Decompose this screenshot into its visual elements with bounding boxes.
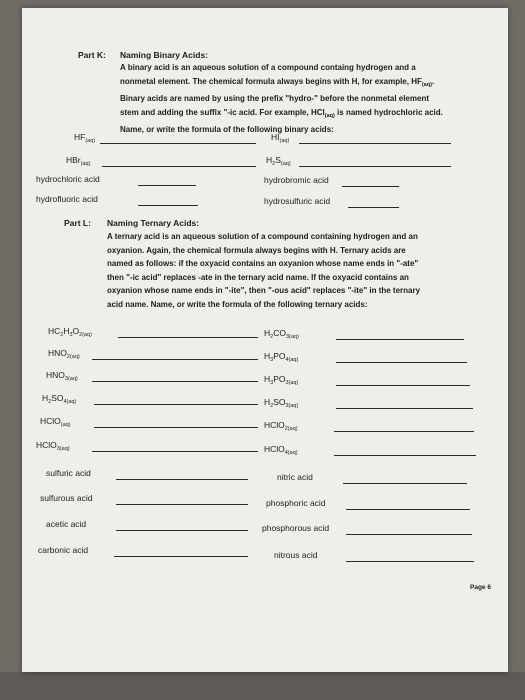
binary-formula-row xyxy=(66,155,256,167)
answer-blank[interactable] xyxy=(336,362,467,363)
answer-blank[interactable] xyxy=(92,359,258,360)
formula-h3po3: $H_3PO_{3(aq)}$ xyxy=(264,374,299,386)
answer-blank[interactable] xyxy=(116,530,248,531)
ternary-name-row xyxy=(277,472,467,484)
answer-blank[interactable] xyxy=(299,143,451,144)
ternary-formula-row xyxy=(48,348,258,360)
part-l-text-line: acid name. Name, or write the formula of the following ternary acids: xyxy=(107,299,368,309)
answer-blank[interactable] xyxy=(94,404,258,405)
binary-name-row xyxy=(36,174,196,186)
part-k-text-line: A binary acid is an aqueous solution of a compound containg hydrogen and a xyxy=(120,63,416,72)
part-k-label: Part K: xyxy=(78,50,106,60)
answer-blank[interactable] xyxy=(94,427,258,428)
formula-hclo3: HClO$_{3(aq)}$ xyxy=(36,440,70,452)
binary-formula-row xyxy=(266,155,451,167)
answer-blank[interactable] xyxy=(100,143,256,144)
name-hydrofluoric: hydrofluoric acid xyxy=(36,194,98,204)
formula-hclo: HClO$_{(aq)}$ xyxy=(40,416,71,428)
answer-blank[interactable] xyxy=(299,166,451,167)
part-l-text-line: oxyanion. Again, the chemical formula always begins with H. Ternary acids are xyxy=(107,245,406,255)
answer-blank[interactable] xyxy=(336,385,470,386)
answer-blank[interactable] xyxy=(102,166,256,167)
formula-h2s: $H_2S_{(aq)}$ xyxy=(266,155,291,167)
ternary-formula-row xyxy=(264,351,467,363)
binary-name-row xyxy=(264,196,399,208)
formula-hclo4: HClO$_{4(aq)}$ xyxy=(264,444,298,456)
ternary-formula-row xyxy=(264,420,474,432)
answer-blank[interactable] xyxy=(348,207,399,208)
ternary-formula-row xyxy=(264,397,473,409)
answer-blank[interactable] xyxy=(346,509,470,510)
part-l-text-line: oxyanion whose name ends in "-ite", then "-ous acid" replaces "-ite" in the ternary xyxy=(107,286,421,296)
answer-blank[interactable] xyxy=(342,186,399,187)
answer-blank[interactable] xyxy=(334,455,476,456)
answer-blank[interactable] xyxy=(116,479,248,480)
part-l-text-line: A ternary acid is an aqueous solution of a compound containing hydrogen and an xyxy=(107,232,418,241)
name-hydrobromic: hydrobromic acid xyxy=(264,175,329,185)
formula-hno2: $HNO_{2(aq)}$ xyxy=(48,348,80,360)
ternary-name-row xyxy=(40,493,248,505)
ternary-formula-row xyxy=(46,370,258,382)
answer-blank[interactable] xyxy=(116,504,248,505)
answer-blank[interactable] xyxy=(346,561,474,562)
answer-blank[interactable] xyxy=(346,534,472,535)
name-hydrochloric: hydrochloric acid xyxy=(36,174,100,184)
ternary-formula-row xyxy=(40,416,258,428)
answer-blank[interactable] xyxy=(138,205,198,206)
ternary-formula-row xyxy=(36,440,258,452)
ternary-name-row xyxy=(262,523,472,535)
ternary-name-row xyxy=(274,550,474,562)
ternary-name-row xyxy=(46,468,248,480)
name-sulfuric: sulfuric acid xyxy=(46,468,91,478)
worksheet-page xyxy=(22,8,508,672)
part-l-paragraph xyxy=(107,230,502,312)
formula-hclo2: HClO$_{2(aq)}$ xyxy=(264,420,298,432)
formula-h3po4: $H_3PO_{4(aq)}$ xyxy=(264,351,299,363)
binary-formula-row xyxy=(271,132,451,144)
binary-formula-row xyxy=(74,132,256,144)
answer-blank[interactable] xyxy=(334,431,474,432)
answer-blank[interactable] xyxy=(343,483,467,484)
answer-blank[interactable] xyxy=(114,556,248,557)
ternary-formula-row xyxy=(264,374,470,386)
part-l-label: Part L: xyxy=(64,218,91,228)
ternary-name-row xyxy=(266,498,470,510)
answer-blank[interactable] xyxy=(336,339,464,340)
name-nitric: nitric acid xyxy=(277,472,313,482)
formula-hf: $HF_{(aq)}$ xyxy=(74,132,96,144)
part-l-text-line: then "-ic acid" replaces -ate in the ternary acid name. If the oxyacid contains an xyxy=(107,272,409,282)
ternary-formula-row xyxy=(42,393,258,405)
formula-hi: $HI_{(aq)}$ xyxy=(271,132,290,144)
ternary-formula-row xyxy=(48,326,258,338)
part-k-text-line: nonmetal element. The chemical formula always begins with H, for example, $HF_{(aq)}$. xyxy=(120,76,435,88)
answer-blank[interactable] xyxy=(92,381,258,382)
ternary-name-row xyxy=(46,519,248,531)
formula-h2so4: $H_2SO_{4(aq)}$ xyxy=(42,393,77,405)
formula-h2co3: $H_2CO_{3(aq)}$ xyxy=(264,328,299,340)
name-nitrous: nitrous acid xyxy=(274,550,318,560)
formula-hno3: $HNO_{3(aq)}$ xyxy=(46,370,78,382)
ternary-name-row xyxy=(38,545,248,557)
name-hydrosulfuric: hydrosulfuric acid xyxy=(264,196,331,206)
page-number: Page 6 xyxy=(470,584,491,591)
binary-name-row xyxy=(36,194,198,206)
answer-blank[interactable] xyxy=(336,408,473,409)
answer-blank[interactable] xyxy=(92,451,258,452)
formula-hbr: HBr$_{(aq)}$ xyxy=(66,155,91,167)
part-k-text-line: stem and adding the suffix "-ic acid. For example, HCl$_{(aq)}$ is named hydrochloric acid. xyxy=(120,107,443,119)
name-phosphorous: phosphorous acid xyxy=(262,523,330,533)
answer-blank[interactable] xyxy=(138,185,196,186)
part-k-text-line: Name, or write the formula of the following binary acids: xyxy=(120,125,334,135)
part-k-paragraph xyxy=(120,61,500,137)
ternary-formula-row xyxy=(264,328,464,340)
name-carbonic: carbonic acid xyxy=(38,545,89,555)
binary-name-row xyxy=(264,175,399,187)
name-sulfurous: sulfurous acid xyxy=(40,493,93,503)
name-phosphoric: phosphoric acid xyxy=(266,498,326,508)
part-l-text-line: named as follows: if the oxyacid contains an oxyanion whose name ends in "-ate" xyxy=(107,259,419,269)
formula-hc2h3o2: $HC_2H_3O_{2(aq)}$ xyxy=(48,326,93,338)
ternary-formula-row xyxy=(264,444,476,456)
answer-blank[interactable] xyxy=(118,337,258,338)
name-acetic: acetic acid xyxy=(46,519,87,529)
part-k-text-line: Binary acids are named by using the prefix "hydro-" before the nonmetal element xyxy=(120,94,429,104)
part-l-heading: Naming Ternary Acids: xyxy=(107,218,200,228)
part-k-heading: Naming Binary Acids: xyxy=(120,50,209,60)
background-surface xyxy=(0,672,525,700)
formula-h2so3: $H_2SO_{3(aq)}$ xyxy=(264,397,299,409)
